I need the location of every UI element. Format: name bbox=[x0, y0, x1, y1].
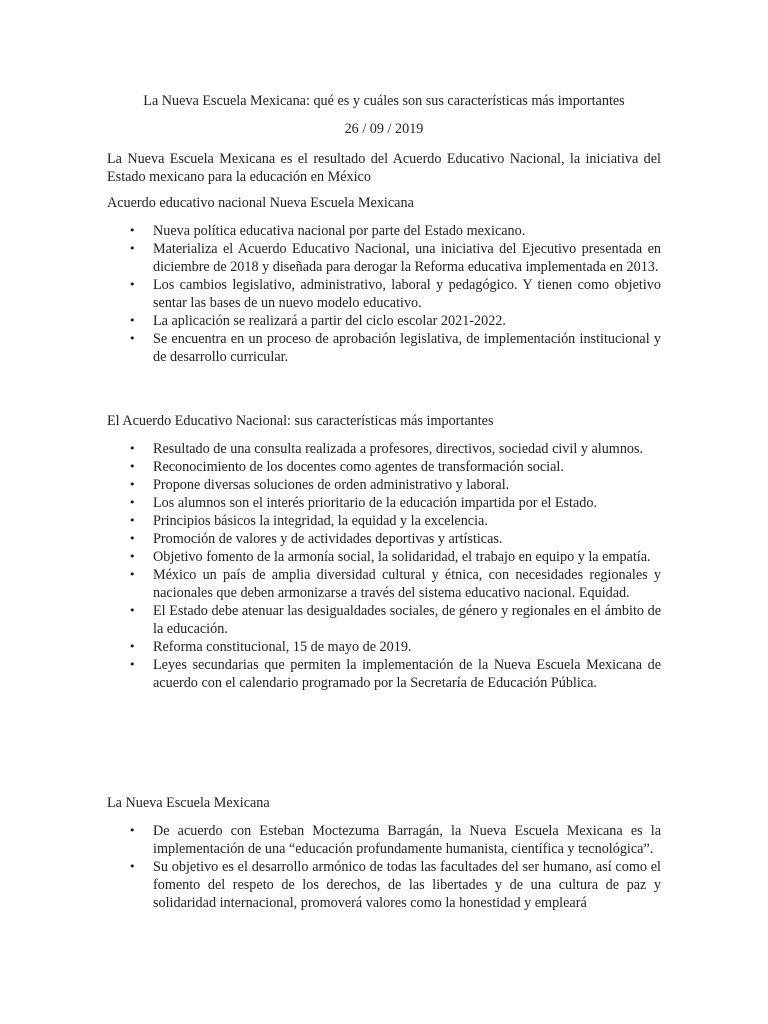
list-item: • Resultado de una consulta realizada a profesores, directivos, sociedad civil y alumnos. bbox=[107, 440, 661, 458]
section1-list bbox=[107, 222, 661, 366]
list-item: • De acuerdo con Esteban Moctezuma Barragán, la Nueva Escuela Mexicana es la implementación de una “educación profundamente humanista, científica y tecnológica”. bbox=[107, 822, 661, 858]
document-date: 26 / 09 / 2019 bbox=[344, 121, 424, 137]
list-item: • Nueva política educativa nacional por parte del Estado mexicano. bbox=[107, 222, 661, 240]
list-item: • Su objetivo es el desarrollo armónico de todas las facultades del ser humano, así como el fomento del respeto de los derechos, de las libertades y de una cultura de paz y solidaridad internacional, promoverá valores como la honestidad y empleará bbox=[107, 858, 661, 912]
list-item: • Se encuentra en un proceso de aprobación legislativa, de implementación institucional y de desarrollo curricular. bbox=[107, 330, 661, 366]
list-item: • Los alumnos son el interés prioritario de la educación impartida por el Estado. bbox=[107, 494, 661, 512]
list-item: • Reconocimiento de los docentes como agentes de transformación social. bbox=[107, 458, 661, 476]
section3-list bbox=[107, 822, 661, 912]
section2-heading: El Acuerdo Educativo Nacional: sus características más importantes bbox=[107, 413, 494, 429]
list-item: • Reforma constitucional, 15 de mayo de 2019. bbox=[107, 638, 661, 656]
intro-paragraph: La Nueva Escuela Mexicana es el resultado del Acuerdo Educativo Nacional, la iniciativa del Estado mexicano para la educación en México bbox=[107, 151, 661, 185]
list-item: • Objetivo fomento de la armonía social, la solidaridad, el trabajo en equipo y la empatía. bbox=[107, 548, 661, 566]
list-item: • La aplicación se realizará a partir del ciclo escolar 2021-2022. bbox=[107, 312, 661, 330]
list-item: • Principios básicos la integridad, la equidad y la excelencia. bbox=[107, 512, 661, 530]
list-item: • Leyes secundarias que permiten la implementación de la Nueva Escuela Mexicana de acuerdo con el calendario programado por la Secretaría de Educación Pública. bbox=[107, 656, 661, 692]
list-item: • Propone diversas soluciones de orden administrativo y laboral. bbox=[107, 476, 661, 494]
list-item: • El Estado debe atenuar las desigualdades sociales, de género y regionales en el ámbito de la educación. bbox=[107, 602, 661, 638]
document-title: La Nueva Escuela Mexicana: qué es y cuáles son sus características más importantes bbox=[143, 93, 625, 109]
list-item: • Promoción de valores y de actividades deportivas y artísticas. bbox=[107, 530, 661, 548]
section2-list bbox=[107, 440, 661, 692]
section3-heading: La Nueva Escuela Mexicana bbox=[107, 795, 270, 811]
list-item: • Materializa el Acuerdo Educativo Nacional, una iniciativa del Ejecutivo presentada en diciembre de 2018 y diseñada para derogar la Reforma educativa implementada en 2013. bbox=[107, 240, 661, 276]
list-item: • Los cambios legislativo, administrativo, laboral y pedagógico. Y tienen como objetivo sentar las bases de un nuevo modelo educativo. bbox=[107, 276, 661, 312]
list-item: • México un país de amplia diversidad cultural y étnica, con necesidades regionales y nacionales que deben armonizarse a través del sistema educativo nacional. Equidad. bbox=[107, 566, 661, 602]
section1-heading: Acuerdo educativo nacional Nueva Escuela Mexicana bbox=[107, 195, 414, 211]
